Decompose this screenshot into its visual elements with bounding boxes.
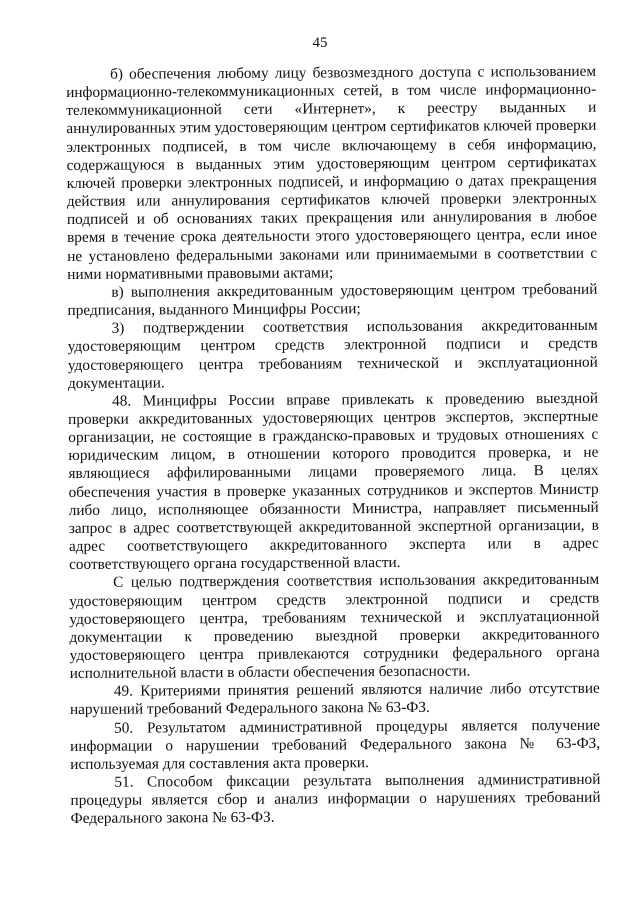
page-number: 45 xyxy=(312,35,328,51)
paragraph-51: 51. Способом фиксации результата выполнения административной процедуры является сбор и анализ информации о нарушениях требований Федерального закона № 63-ФЗ. xyxy=(70,770,601,828)
paragraph-item-v: в) выполнения аккредитованным удостоверяющим центром требований предписания, выданного Минцифры России; xyxy=(67,280,598,320)
paragraph-item-3: 3) подтверждении соответствия использования аккредитованным удостоверяющим центром средств электронной подписи и средств удостоверяющего центра требованиям технической и эксплуатационной документации. xyxy=(67,316,598,392)
paragraph-item-b: б) обеспечения любому лицу безвозмездного доступа с использованием информационно-телекоммуникационных сетей, в том числе информационно-телекоммуникационной сети «Интернет», к реестру выданных и аннулированных этим удостоверяющим центром сертификатов ключей проверки электронных подписей, в том числе включающему в себя информацию, содержащуюся в выданных этим удостоверяющим центром сертификатах ключей проверки электронных подписей, и информацию о датах прекращения действия или аннулирования сертификатов ключей проверки электронных подписей и об основаниях таких прекращения или аннулирования в любое время в течение срока деятельности этого удостоверяющего центра, если иное не установлено федеральными законами или принимаемыми в соответствии с ними нормативными правовыми актами; xyxy=(66,62,598,283)
paragraph-48: 48. Минцифры России вправе привлекать к проведению выездной проверки аккредитованных удостоверяющих центров экспертов, экспертные организации, не состоящие в гражданско-правовых и трудовых отношениях с юридическим лицом, в отношении которого проводится проверка, и не являющиеся аффилированными лицами проверяемого лица. В целях обеспечения участия в проверке указанных сотрудников и экспертов Министр либо лицо, исполняющее обязанности Министра, направляет письменный запрос в адрес соответствующей аккредитованной экспертной организации, в адрес соответствующего аккредитованного эксперта или в адрес соответствующего органа государственной власти. xyxy=(68,389,599,574)
document-body xyxy=(66,63,601,829)
paragraph-48-continued: С целью подтверждения соответствия использования аккредитованным удостоверяющим центром средств электронной подписи и средств удостоверяющего центра, требованиям технической и эксплуатационной документации к проведению выездной проверки аккредитованного удостоверяющего центра привлекаются сотрудники федерального органа исполнительной власти в области обеспечения безопасности. xyxy=(69,571,600,683)
paragraph-50: 50. Результатом административной процедуры является получение информации о нарушении требований Федерального закона № 63-ФЗ, используемая для составления акта проверки. xyxy=(70,716,601,773)
paragraph-49: 49. Критериями принятия решений являются наличие либо отсутствие нарушений требований Федерального закона № 63-ФЗ. xyxy=(69,680,600,719)
